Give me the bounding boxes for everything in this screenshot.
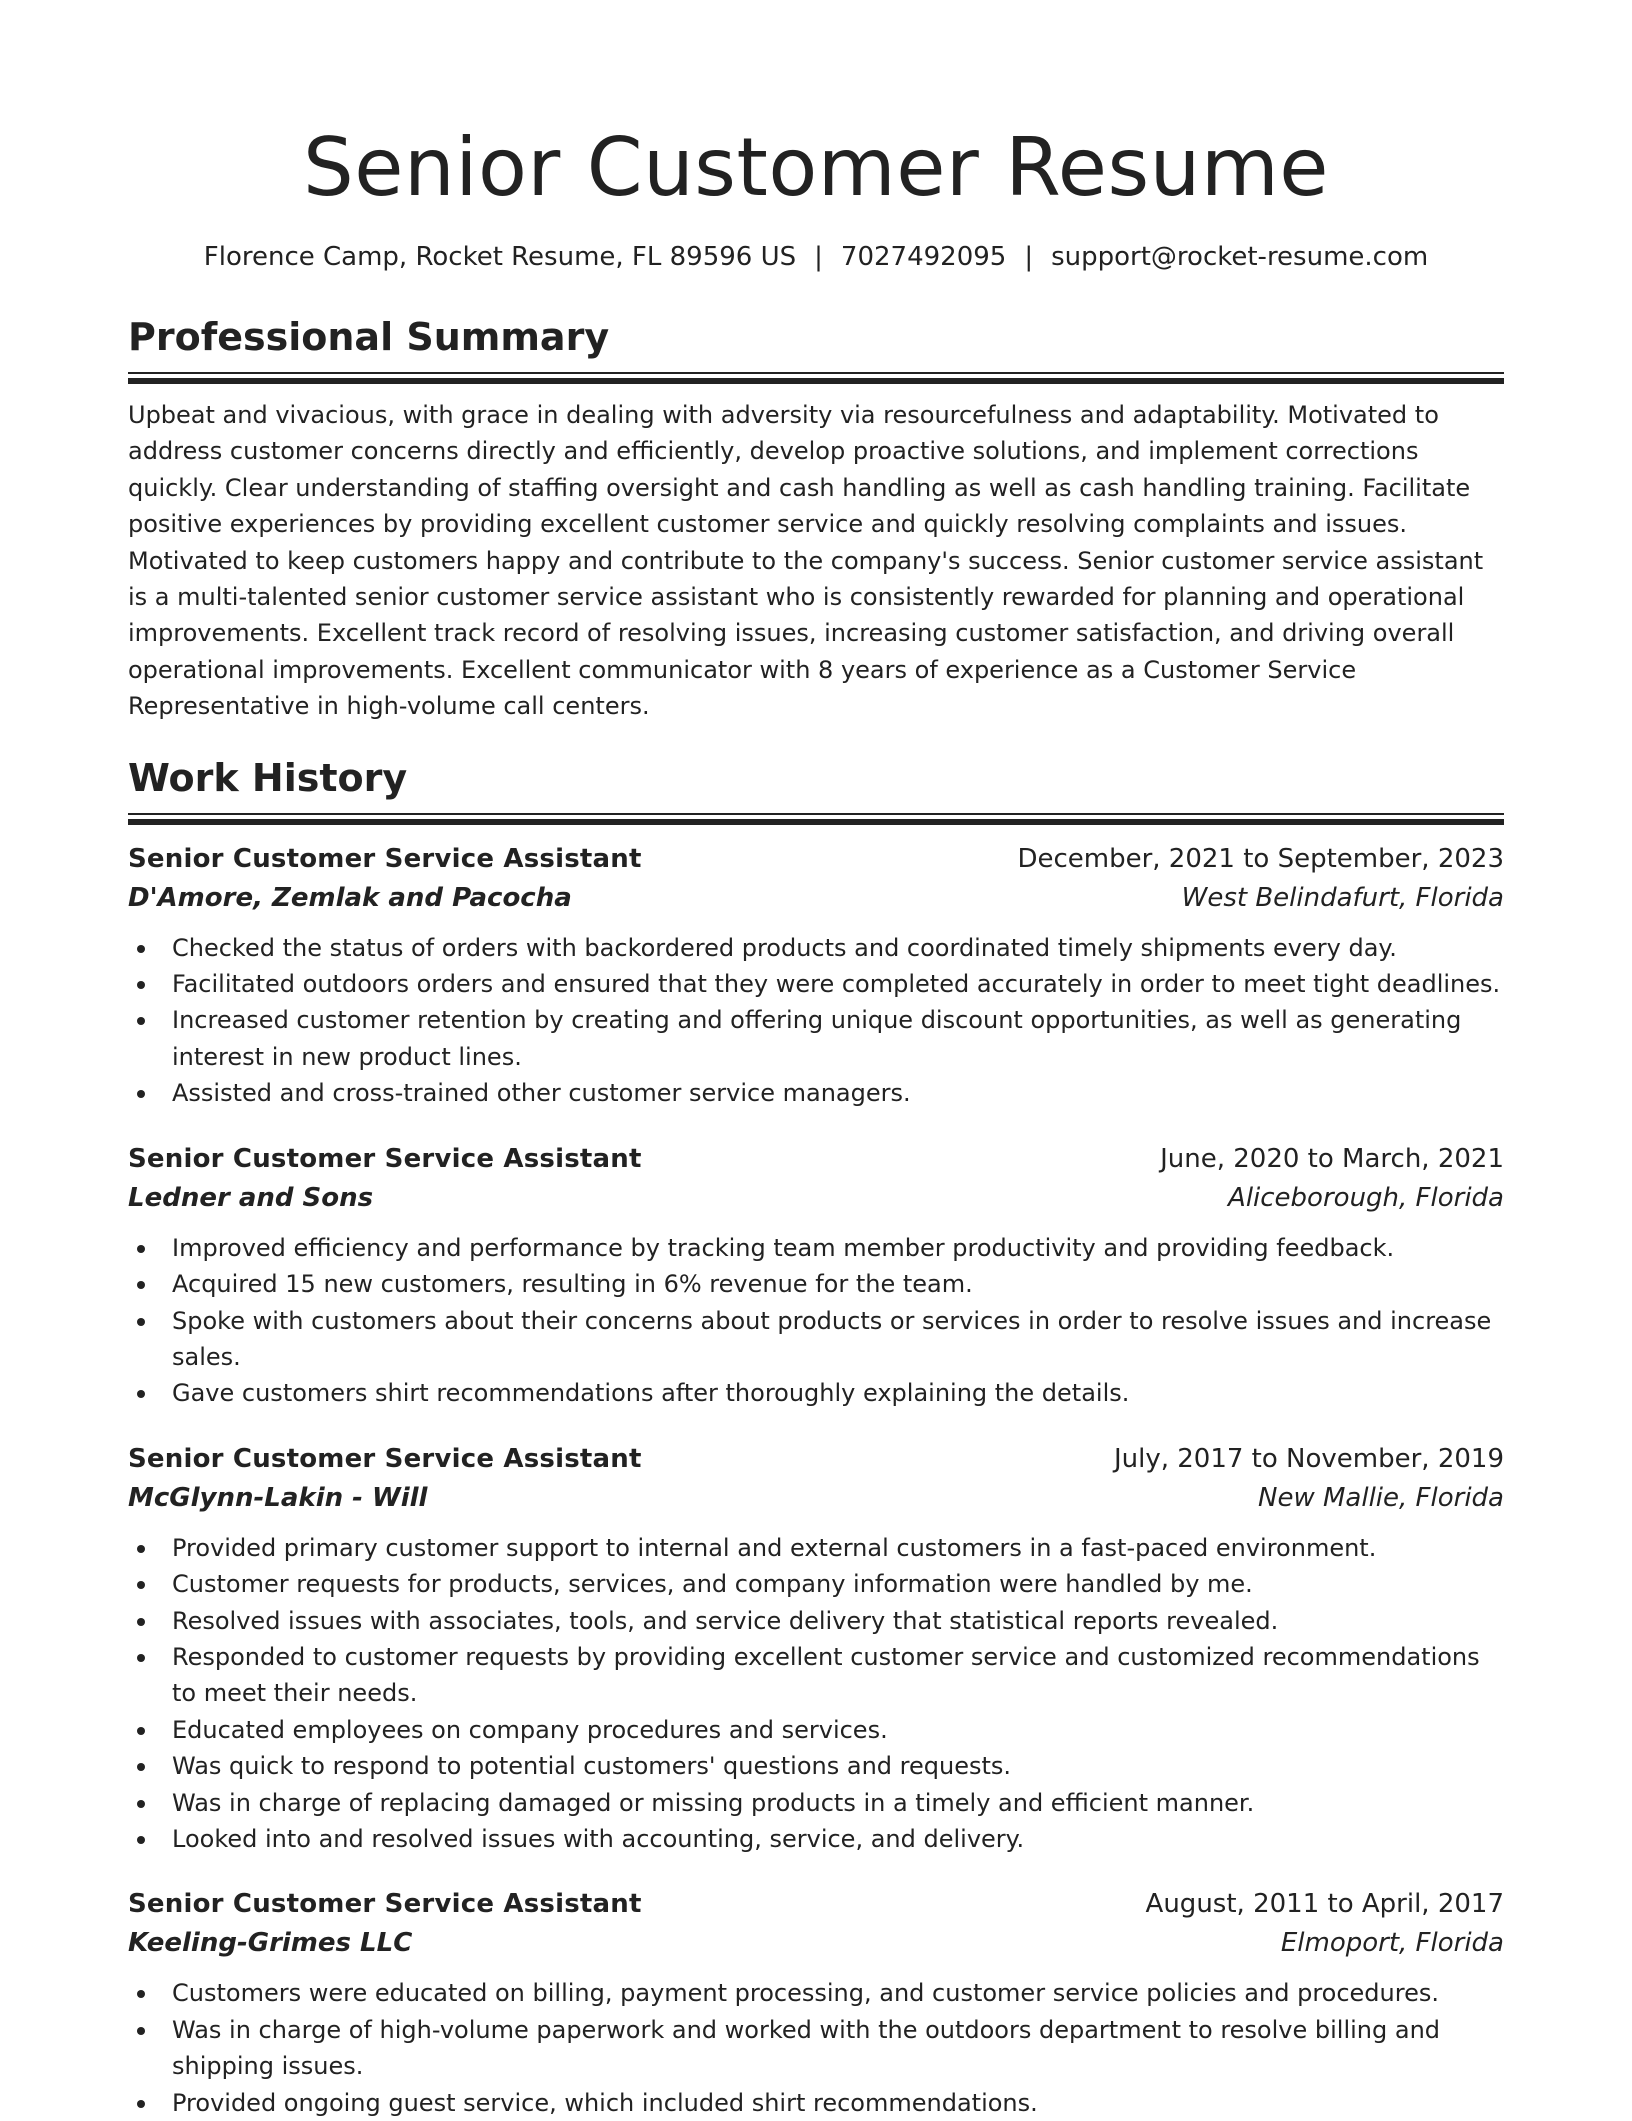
job-bullet: Provided ongoing guest service, which included shirt recommendations. <box>172 2085 1504 2121</box>
job-company-row <box>128 1478 1504 1518</box>
resume-title: Senior Customer Resume <box>303 121 1329 214</box>
job-bullet: Educated employees on company procedures and services. <box>172 1712 1504 1748</box>
job-dates: August, 2011 to April, 2017 <box>1145 1889 1504 1920</box>
job-location: West Belindafurt, Florida <box>1181 882 1504 913</box>
job-bullet: Customer requests for products, services, and company information were handled by me. <box>172 1566 1504 1602</box>
job-location: Elmoport, Florida <box>1280 1928 1504 1959</box>
job-header-row <box>128 1140 1504 1178</box>
job-bullet: Facilitated outdoors orders and ensured that they were completed accurately in order to meet tight deadlines. <box>172 966 1504 1002</box>
job-bullets <box>128 930 1504 1112</box>
job-entry <box>128 1140 1504 1412</box>
job-company: Ledner and Sons <box>128 1182 374 1213</box>
section-divider <box>128 372 1504 383</box>
job-company: Keeling-Grimes LLC <box>128 1928 413 1959</box>
work-history-section <box>128 755 1504 2121</box>
job-header-row <box>128 1885 1504 1923</box>
job-dates: June, 2020 to March, 2021 <box>1160 1143 1504 1174</box>
job-bullet: Gave customers shirt recommendations after thoroughly explaining the details. <box>172 1375 1504 1411</box>
job-bullet: Responded to customer requests by providing excellent customer service and customized recommendations to meet their needs. <box>172 1639 1504 1712</box>
job-bullets <box>128 1530 1504 1858</box>
job-company-row <box>128 1923 1504 1963</box>
job-bullet: Looked into and resolved issues with accounting, service, and delivery. <box>172 1821 1504 1857</box>
job-company-row <box>128 1178 1504 1218</box>
contact-address: Florence Camp, Rocket Resume, FL 89596 US <box>203 242 797 272</box>
job-bullet: Provided primary customer support to internal and external customers in a fast-paced environment. <box>172 1530 1504 1566</box>
job-bullet: Resolved issues with associates, tools, and service delivery that statistical reports revealed. <box>172 1603 1504 1639</box>
job-company-row <box>128 878 1504 918</box>
job-entry <box>128 1885 1504 2121</box>
contact-email: support@rocket-resume.com <box>1051 242 1429 272</box>
job-bullet: Improved efficiency and performance by tracking team member productivity and providing feedback. <box>172 1230 1504 1266</box>
job-dates: December, 2021 to September, 2023 <box>1017 843 1504 874</box>
section-heading-summary: Professional Summary <box>128 315 610 359</box>
job-company: D'Amore, Zemlak and Pacocha <box>128 882 572 913</box>
professional-summary-section <box>128 314 1504 725</box>
job-header-row <box>128 1440 1504 1478</box>
section-divider <box>128 813 1504 824</box>
job-title: Senior Customer Service Assistant <box>128 843 642 874</box>
job-header-row <box>128 840 1504 878</box>
contact-line <box>128 240 1504 274</box>
job-bullet: Was in charge of high-volume paperwork and worked with the outdoors department to resolve billing and shipping issues. <box>172 2012 1504 2085</box>
resume-page <box>128 0 1504 2121</box>
job-title: Senior Customer Service Assistant <box>128 1143 642 1174</box>
job-dates: July, 2017 to November, 2019 <box>1113 1443 1504 1474</box>
job-bullet: Acquired 15 new customers, resulting in 6% revenue for the team. <box>172 1266 1504 1302</box>
job-bullet: Was in charge of replacing damaged or missing products in a timely and efficient manner. <box>172 1785 1504 1821</box>
job-bullet: Checked the status of orders with backordered products and coordinated timely shipments every day. <box>172 930 1504 966</box>
job-bullet: Customers were educated on billing, payment processing, and customer service policies and procedures. <box>172 1975 1504 2011</box>
job-bullets <box>128 1975 1504 2121</box>
job-bullet: Assisted and cross-trained other customer service managers. <box>172 1075 1504 1111</box>
job-bullet: Was quick to respond to potential customers' questions and requests. <box>172 1748 1504 1784</box>
contact-separator: | <box>814 242 823 272</box>
job-bullets <box>128 1230 1504 1412</box>
contact-separator: | <box>1024 242 1034 272</box>
job-bullet: Increased customer retention by creating and offering unique discount opportunities, as well as generating interest in new product lines. <box>172 1002 1504 1075</box>
job-location: New Mallie, Florida <box>1258 1482 1504 1513</box>
job-bullet: Spoke with customers about their concerns about products or services in order to resolve issues and increase sales. <box>172 1303 1504 1376</box>
job-entry <box>128 840 1504 1112</box>
job-entry <box>128 1440 1504 1858</box>
job-company: McGlynn-Lakin - Will <box>128 1482 428 1513</box>
job-title: Senior Customer Service Assistant <box>128 1889 642 1920</box>
summary-text: Upbeat and vivacious, with grace in dealing with adversity via resourcefulness and adaptability. Motivated to address customer concerns directly and efficiently, develop proactive solutions, and implement corrections quickly. Clear understanding of staffing oversight and cash handling as well as cash handling training. Facilitate positive experiences by providing excellent customer service and quickly resolving complaints and issues. Motivated to keep customers happy and contribute to the company's success. Senior customer service assistant is a multi-talented senior customer service assistant who is consistently rewarded for planning and operational improvements. Excellent track record of resolving issues, increasing customer satisfaction, and driving overall operational improvements. Excellent communicator with 8 years of experience as a Customer Service Representative in high-volume call centers. <box>128 401 1484 721</box>
job-title: Senior Customer Service Assistant <box>128 1443 642 1474</box>
section-heading-work-history: Work History <box>128 755 408 800</box>
contact-phone: 7027492095 <box>840 242 1007 272</box>
job-location: Aliceborough, Florida <box>1228 1182 1504 1213</box>
